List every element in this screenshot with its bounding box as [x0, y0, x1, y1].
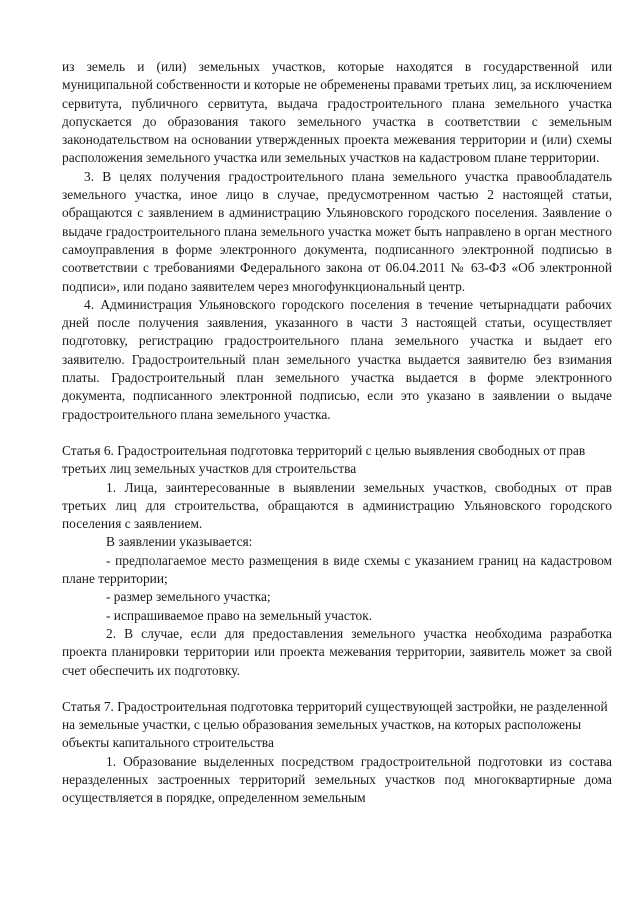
article-7-paragraph-1: 1. Образование выделенных посредством градостроительной подготовки из состава неразделенных застроенных территорий земельных участков под многоквартирные дома осуществляется в порядке, определенном земельным — [62, 753, 612, 806]
article-6-list-item-3: - испрашиваемое право на земельный участок. — [106, 607, 373, 623]
article-6-paragraph-2: 2. В случае, если для предоставления земельного участка необходима разработка проекта планировки территории или проекта межевания территории, заявитель может за свой счет обеспечить их подготовку. — [62, 625, 612, 678]
article-6-list-item-1: - предполагаемое место размещения в виде схемы с указанием границ на кадастровом плане территории; — [62, 552, 612, 587]
article-6-list-intro: В заявлении указывается: — [106, 534, 253, 550]
article-6-title: Статья 6. Градостроительная подготовка территорий с целью выявления свободных от прав третьих лиц земельных участков для строительства — [62, 442, 586, 477]
paragraph-4: 4. Администрация Ульяновского городского поселения в течение четырнадцати рабочих дней после получения заявления, указанного в части 3 настоящей статьи, осуществляет подготовку, регистрацию градостроительного плана земельного участка и выдает его заявителю. Градостроительный план земельного участка выдается заявителю без взимания платы. Градостроительный план земельного участка выдается в форме электронного документа, подписанного электронной подписью, если это указано в заявлении о выдаче градостроительного плана земельного участка. — [62, 296, 612, 422]
article-6-paragraph-1: 1. Лица, заинтересованные в выявлении земельных участков, свободных от прав третьих лиц для строительства, обращаются в администрацию Ульяновского городского поселения с заявлением. — [62, 479, 612, 532]
paragraph-continuation: из земель и (или) земельных участков, которые находятся в государственной или муниципальной собственности и которые не обременены правами третьих лиц, за исключением сервитута, публичного сервитута, выдача градостроительного плана земельного участка допускается до образования такого земельного участка в соответствии с земельным законодательством на основании утвержденных проекта межевания территории и (или) схемы расположения земельного участка или земельных участков на кадастровом плане территории. — [62, 59, 612, 166]
section-gap — [62, 424, 612, 442]
article-7-title: Статья 7. Градостроительная подготовка территорий существующей застройки, не разделенной на земельные участки, с целью образования земельных участков, на которых расположены объекты капитального строительства — [62, 698, 608, 751]
article-6-list-item-2: - размер земельного участка; — [106, 589, 271, 605]
section-gap — [62, 680, 612, 698]
paragraph-3: 3. В целях получения градостроительного плана земельного участка правообладатель земельного участка, иное лицо в случае, предусмотренном частью 2 настоящей статьи, обращаются с заявлением в администрацию Ульяновского городского поселения. Заявление о выдаче градостроительного плана земельного участка может быть направлено в орган местного самоуправления в форме электронного документа, подписанного электронной подписью в соответствии с требованиями Федерального закона от 06.04.2011 № 63-ФЗ «Об электронной подписи», или подано заявителем через многофункциональный центр. — [62, 168, 612, 294]
